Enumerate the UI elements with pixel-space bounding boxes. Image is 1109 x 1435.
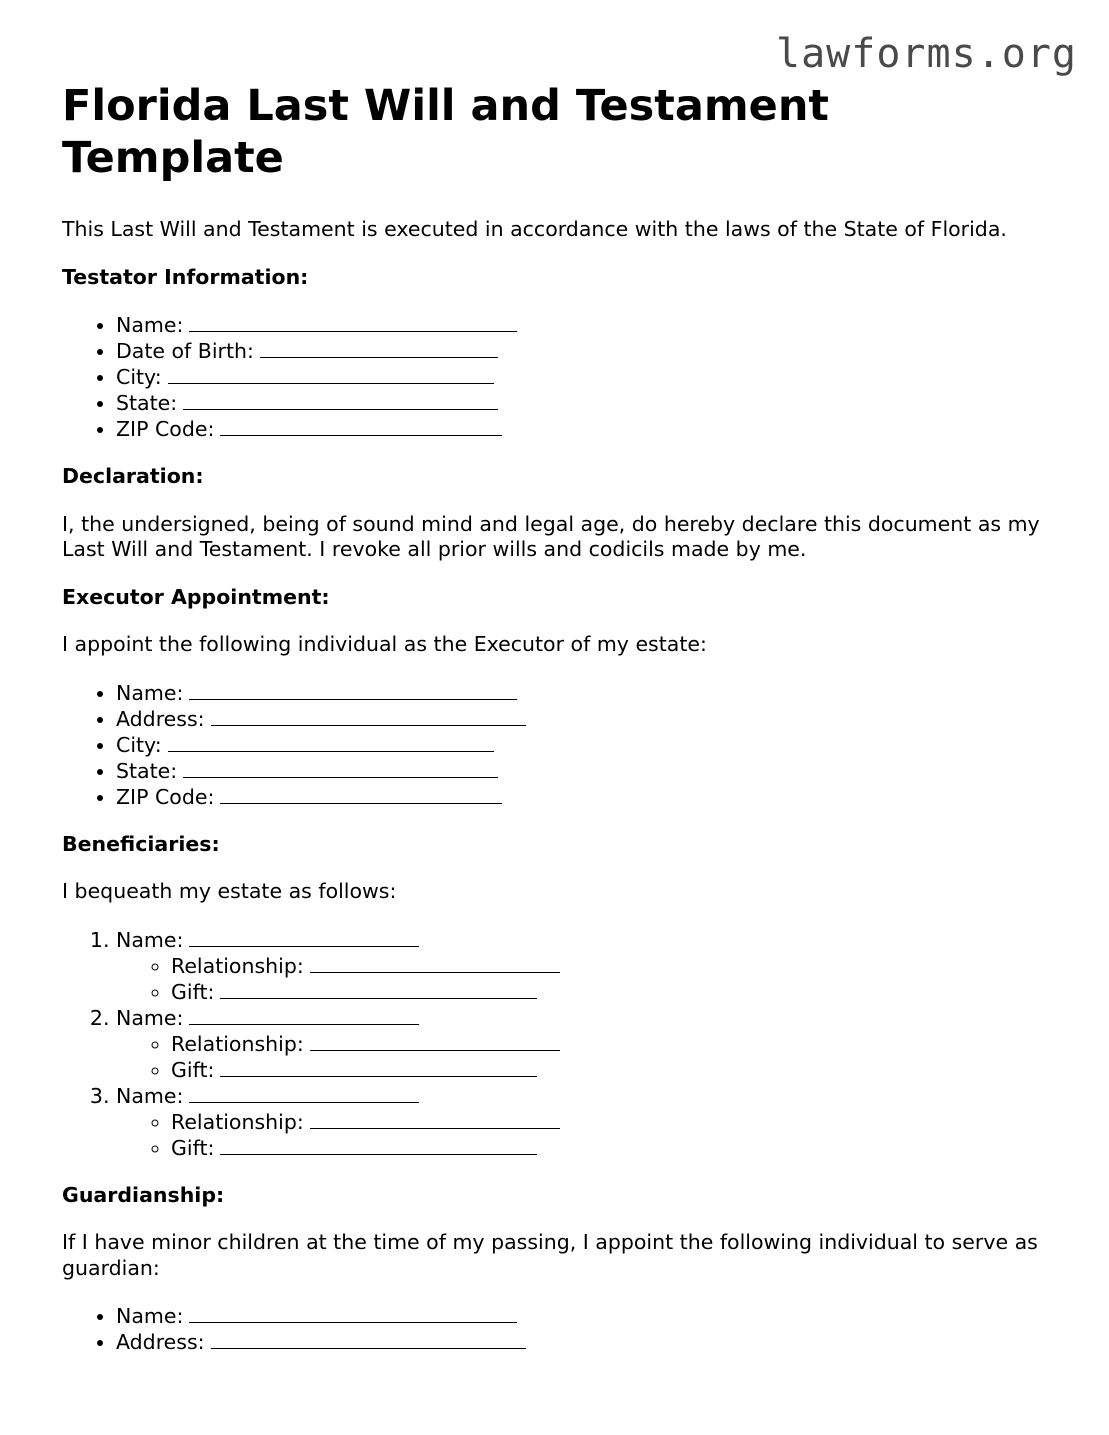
- beneficiaries-text: I bequeath my estate as follows:: [62, 879, 397, 903]
- beneficiary-name-field[interactable]: Name:: [116, 1006, 419, 1030]
- beneficiary-item: [116, 1005, 1052, 1083]
- guardianship-text: If I have minor children at the time of my passing, I appoint the following individual to serve as guardian:: [62, 1230, 1038, 1280]
- executor-address-field[interactable]: • Address:: [116, 706, 1052, 732]
- beneficiary-name-field[interactable]: Name:: [116, 928, 419, 952]
- beneficiary-gift-field[interactable]: ◦ Gift:: [171, 1135, 1052, 1161]
- beneficiary-item: [116, 927, 1052, 1005]
- testator-heading: Testator Information:: [62, 264, 309, 289]
- executor-fields: [62, 680, 1052, 810]
- declaration-text: I, the undersigned, being of sound mind and legal age, do hereby declare this document as my Last Will and Testament. I revoke all prior wills and codicils made by me.: [62, 511, 1040, 561]
- beneficiaries-heading: Beneficiaries:: [62, 831, 220, 856]
- beneficiary-relationship-field[interactable]: ◦ Relationship:: [171, 953, 1052, 979]
- testator-zip-field[interactable]: • ZIP Code:: [116, 416, 1052, 442]
- executor-state-field[interactable]: • State:: [116, 758, 1052, 784]
- intro-text: This Last Will and Testament is executed in accordance with the laws of the State of Florida.: [62, 217, 1007, 241]
- declaration-heading: Declaration:: [62, 464, 204, 488]
- page-title: Florida Last Will and Testament Template: [62, 81, 829, 183]
- executor-zip-field[interactable]: • ZIP Code:: [116, 784, 1052, 810]
- guardianship-fields: [62, 1303, 1052, 1355]
- testator-city-field[interactable]: • City:: [116, 364, 1052, 390]
- guardian-name-field[interactable]: • Name:: [116, 1303, 1052, 1329]
- guardianship-heading: Guardianship:: [62, 1182, 225, 1207]
- executor-text: I appoint the following individual as the Executor of my estate:: [62, 632, 707, 656]
- executor-city-field[interactable]: • City:: [116, 732, 1052, 758]
- beneficiary-relationship-field[interactable]: ◦ Relationship:: [171, 1031, 1052, 1057]
- beneficiaries-list: [62, 927, 1052, 1161]
- beneficiary-gift-field[interactable]: ◦ Gift:: [171, 1057, 1052, 1083]
- beneficiary-name-field[interactable]: Name:: [116, 1084, 419, 1108]
- testator-dob-field[interactable]: • Date of Birth:: [116, 338, 1052, 364]
- executor-heading: Executor Appointment:: [62, 584, 330, 609]
- executor-name-field[interactable]: • Name:: [116, 680, 1052, 706]
- guardian-address-field[interactable]: • Address:: [116, 1329, 1052, 1355]
- document-page: [62, 80, 1052, 1355]
- beneficiary-item: [116, 1083, 1052, 1161]
- watermark: lawforms.org: [776, 31, 1077, 77]
- testator-fields: [62, 312, 1052, 442]
- beneficiary-relationship-field[interactable]: ◦ Relationship:: [171, 1109, 1052, 1135]
- beneficiary-gift-field[interactable]: ◦ Gift:: [171, 979, 1052, 1005]
- testator-state-field[interactable]: • State:: [116, 390, 1052, 416]
- testator-name-field[interactable]: • Name:: [116, 312, 1052, 338]
